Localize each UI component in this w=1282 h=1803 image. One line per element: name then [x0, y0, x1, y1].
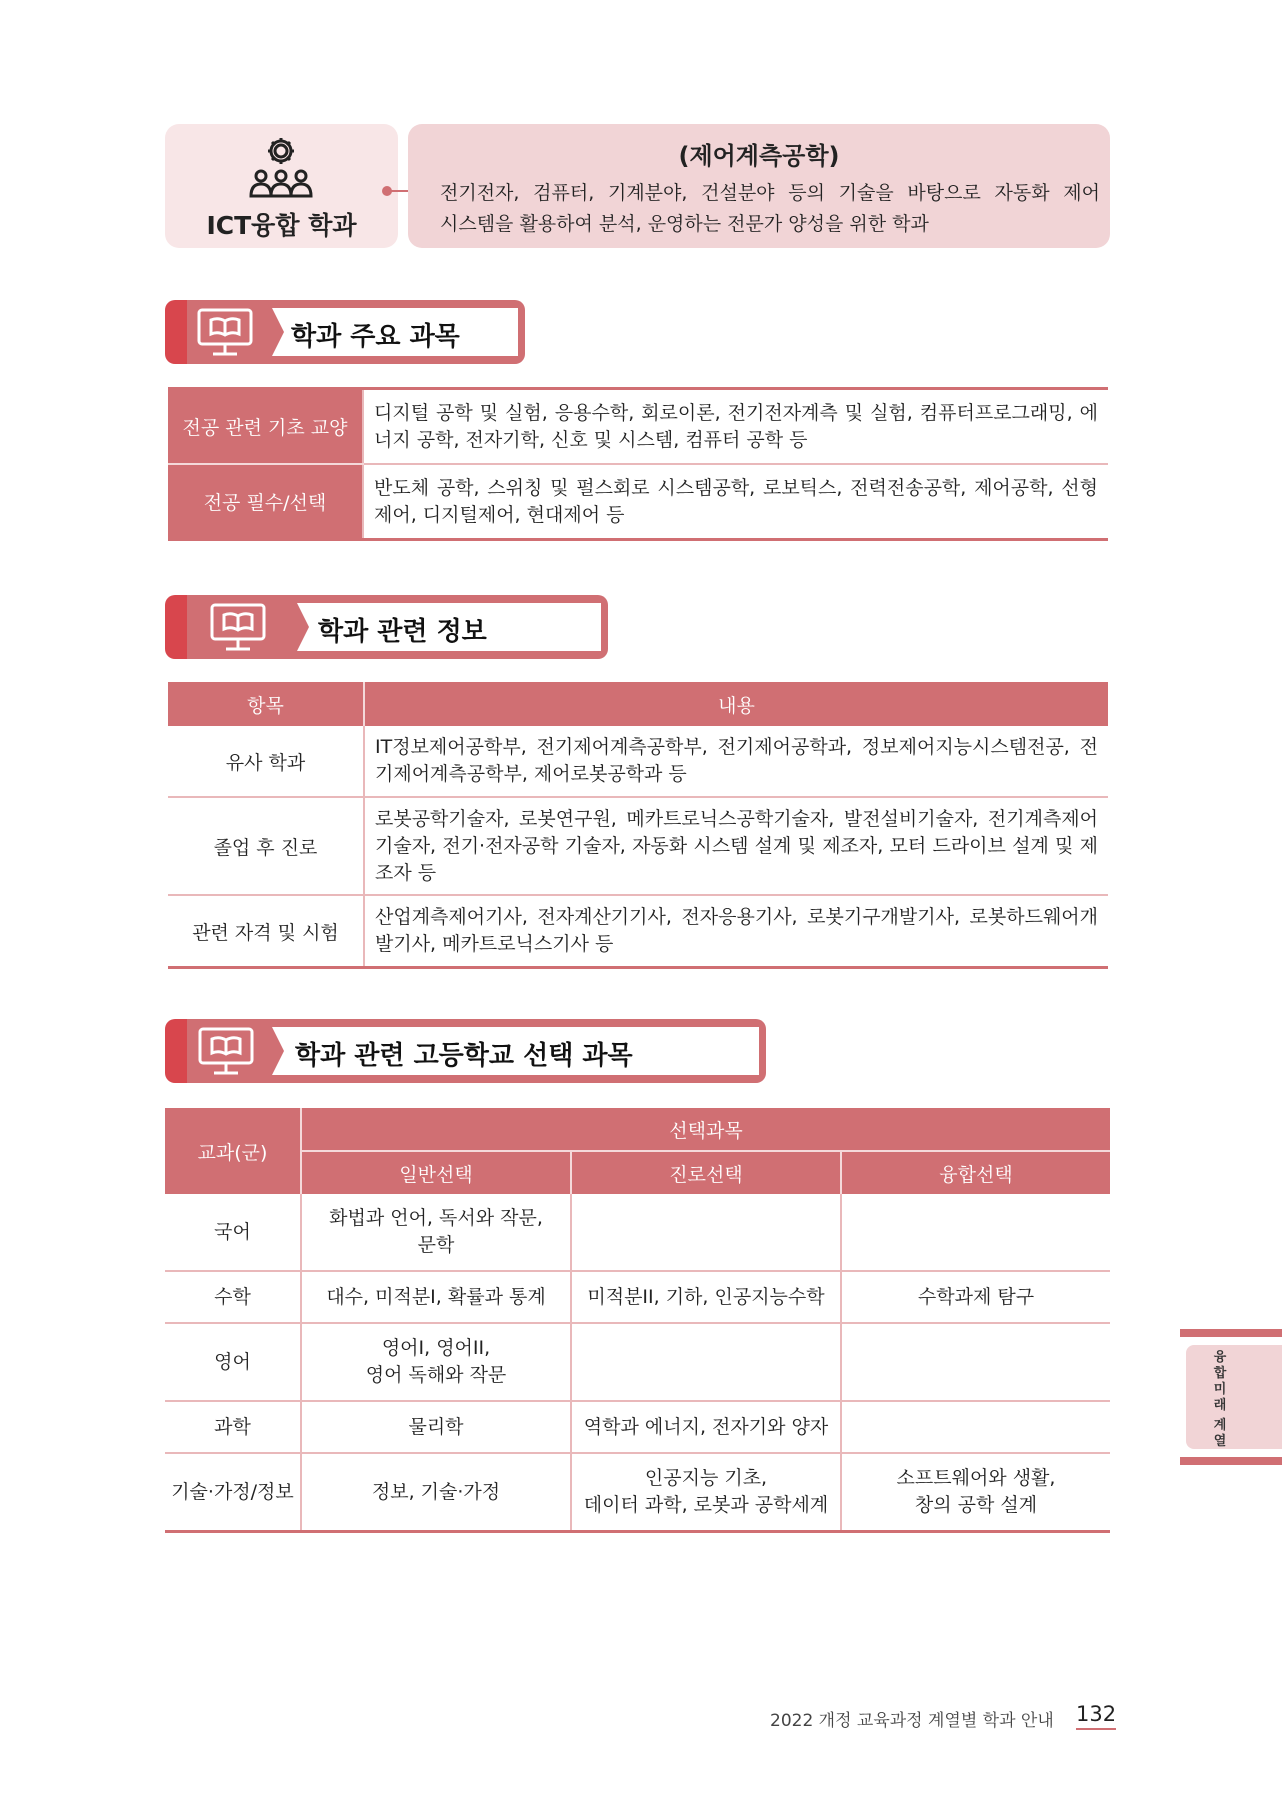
subject-cell: 국어 [165, 1194, 301, 1271]
header-fusion: 융합선택 [841, 1151, 1110, 1194]
major-subjects-table [168, 387, 1108, 541]
cell-line: 물리학 [408, 1415, 464, 1438]
fusion-cell [841, 1401, 1110, 1453]
row-label: 전공 필수/선택 [168, 464, 363, 540]
row-value: 산업계측제어기사, 전자계산기기사, 전자응용기사, 로봇기구개발기사, 로봇하드웨어개발기사, 메카트로닉스기사 등 [375, 906, 1098, 955]
section-title: 학과 관련 고등학교 선택 과목 [295, 1041, 633, 1071]
header-content: 내용 [364, 682, 1108, 726]
cell-line: 문학 [417, 1234, 455, 1256]
career-cell [571, 1194, 841, 1271]
table-row [165, 1323, 1110, 1401]
related-info-table [168, 682, 1108, 969]
side-tab-bar [1180, 1457, 1282, 1465]
fusion-cell [841, 1453, 1110, 1532]
header-item: 항목 [168, 682, 364, 726]
table-row [168, 726, 1108, 797]
subject-cell: 수학 [165, 1271, 301, 1323]
section-banner-accent [165, 1019, 187, 1083]
table-subheader-row [165, 1151, 1110, 1194]
general-cell [301, 1271, 571, 1323]
department-description [440, 178, 1100, 240]
cell-line: 수학과제 탐구 [917, 1285, 1035, 1308]
fusion-cell [841, 1194, 1110, 1271]
row-value: 반도체 공학, 스위칭 및 펄스회로 시스템공학, 로보틱스, 전력전송공학, 제어공학, 선형제어, 디지털제어, 현대제어 등 [363, 464, 1108, 540]
row-label: 관련 자격 및 시험 [168, 895, 364, 968]
table-row [168, 464, 1108, 540]
cell-line: 미적분II, 기하, 인공지능수학 [587, 1285, 825, 1308]
section-title: 학과 관련 정보 [318, 617, 487, 647]
table-row [165, 1194, 1110, 1271]
side-tab-char: 열 [1213, 1434, 1227, 1449]
monitor-book-icon [208, 601, 268, 653]
fusion-cell [841, 1323, 1110, 1401]
cell-line: 정보, 기술·가정 [371, 1480, 501, 1503]
cell-line: 역학과 에너지, 전자기와 양자 [583, 1415, 829, 1438]
side-tab-char: 융 [1213, 1350, 1227, 1365]
table-header-row [165, 1108, 1110, 1151]
high-school-subjects-table [165, 1108, 1110, 1533]
table-header-row [168, 682, 1108, 726]
side-tab[interactable] [1186, 1345, 1282, 1449]
cell-line: 데이터 과학, 로봇과 공학세계 [583, 1494, 829, 1516]
description-line: 전기전자, 검퓨터, 기계분야, 건설분야 등의 기술을 바탕으로 자동화 제어 [440, 182, 1100, 204]
subject-cell: 기술·가정/정보 [171, 1480, 294, 1503]
side-tab-bar [1180, 1329, 1282, 1337]
cell-line: 대수, 미적분I, 확률과 통계 [326, 1285, 546, 1308]
category-label: ICT융합 학과 [206, 211, 357, 240]
row-value: 로봇공학기술자, 로봇연구원, 메카트로닉스공학기술자, 발전설비기술자, 전기계측제어기술자, 전기·전자공학 기술자, 자동화 시스템 설계 및 제조자, 모터 드라이브 설계 및 제조자 등 [364, 797, 1108, 895]
career-cell [571, 1401, 841, 1453]
row-label: 졸업 후 진로 [168, 797, 364, 895]
header-career: 진로선택 [571, 1151, 841, 1194]
section-title: 학과 주요 과목 [291, 322, 460, 352]
cell-line: 화법과 언어, 독서와 작문, [329, 1207, 543, 1229]
footer-text: 2022 개정 교육과정 계열별 학과 안내 [770, 1711, 1054, 1731]
side-tab-label [1210, 1350, 1230, 1450]
subject-cell: 영어 [165, 1323, 301, 1401]
table-row [168, 797, 1108, 895]
table-row [168, 389, 1108, 465]
table-row [165, 1453, 1110, 1532]
cell-line: 영어I, 영어II, [381, 1337, 491, 1359]
side-tab-char: 미 [1213, 1382, 1227, 1397]
cell-line: 창의 공학 설계 [914, 1494, 1038, 1516]
page-number: 132 [1076, 1702, 1116, 1730]
header-selection: 선택과목 [301, 1108, 1110, 1151]
general-cell [301, 1401, 571, 1453]
table-row [165, 1271, 1110, 1323]
row-value: 디지털 공학 및 실험, 응용수학, 회로이론, 전기전자계측 및 실험, 컴퓨터프로그래밍, 에너지 공학, 전자기학, 신호 및 시스템, 컴퓨터 공학 등 [363, 389, 1108, 465]
header-subject-group: 교과(군) [165, 1108, 301, 1194]
career-cell [571, 1271, 841, 1323]
career-cell [571, 1323, 841, 1401]
side-tab-char: 합 [1213, 1366, 1227, 1381]
subject-cell: 과학 [165, 1401, 301, 1453]
people-gear-icon [245, 134, 317, 202]
cell-line: 소프트웨어와 생활, [896, 1467, 1056, 1489]
cell-line: 인공지능 기초, [644, 1467, 768, 1489]
general-cell [301, 1194, 571, 1271]
monitor-book-icon [195, 306, 255, 358]
cell-line: 영어 독해와 작문 [365, 1364, 507, 1386]
row-label: 유사 학과 [168, 726, 364, 797]
description-line: 시스템을 활용하여 분석, 운영하는 전문가 양성을 위한 학과 [440, 213, 929, 235]
row-value: IT정보제어공학부, 전기제어계측공학부, 전기제어공학과, 정보제어지능시스템전공, 전기제어계측공학부, 제어로봇공학과 등 [364, 726, 1108, 797]
monitor-book-icon [196, 1025, 256, 1077]
section-banner-accent [165, 300, 187, 364]
table-row [168, 895, 1108, 968]
row-label: 전공 관련 기초 교양 [168, 389, 363, 465]
side-tab-char: 계 [1213, 1418, 1227, 1433]
general-cell [301, 1453, 571, 1532]
general-cell [301, 1323, 571, 1401]
career-cell [571, 1453, 841, 1532]
section-banner-accent [165, 595, 187, 659]
side-tab-char: 래 [1213, 1398, 1227, 1413]
table-row [165, 1401, 1110, 1453]
header-general: 일반선택 [301, 1151, 571, 1194]
department-title: (제어계측공학) [678, 142, 840, 170]
fusion-cell [841, 1271, 1110, 1323]
